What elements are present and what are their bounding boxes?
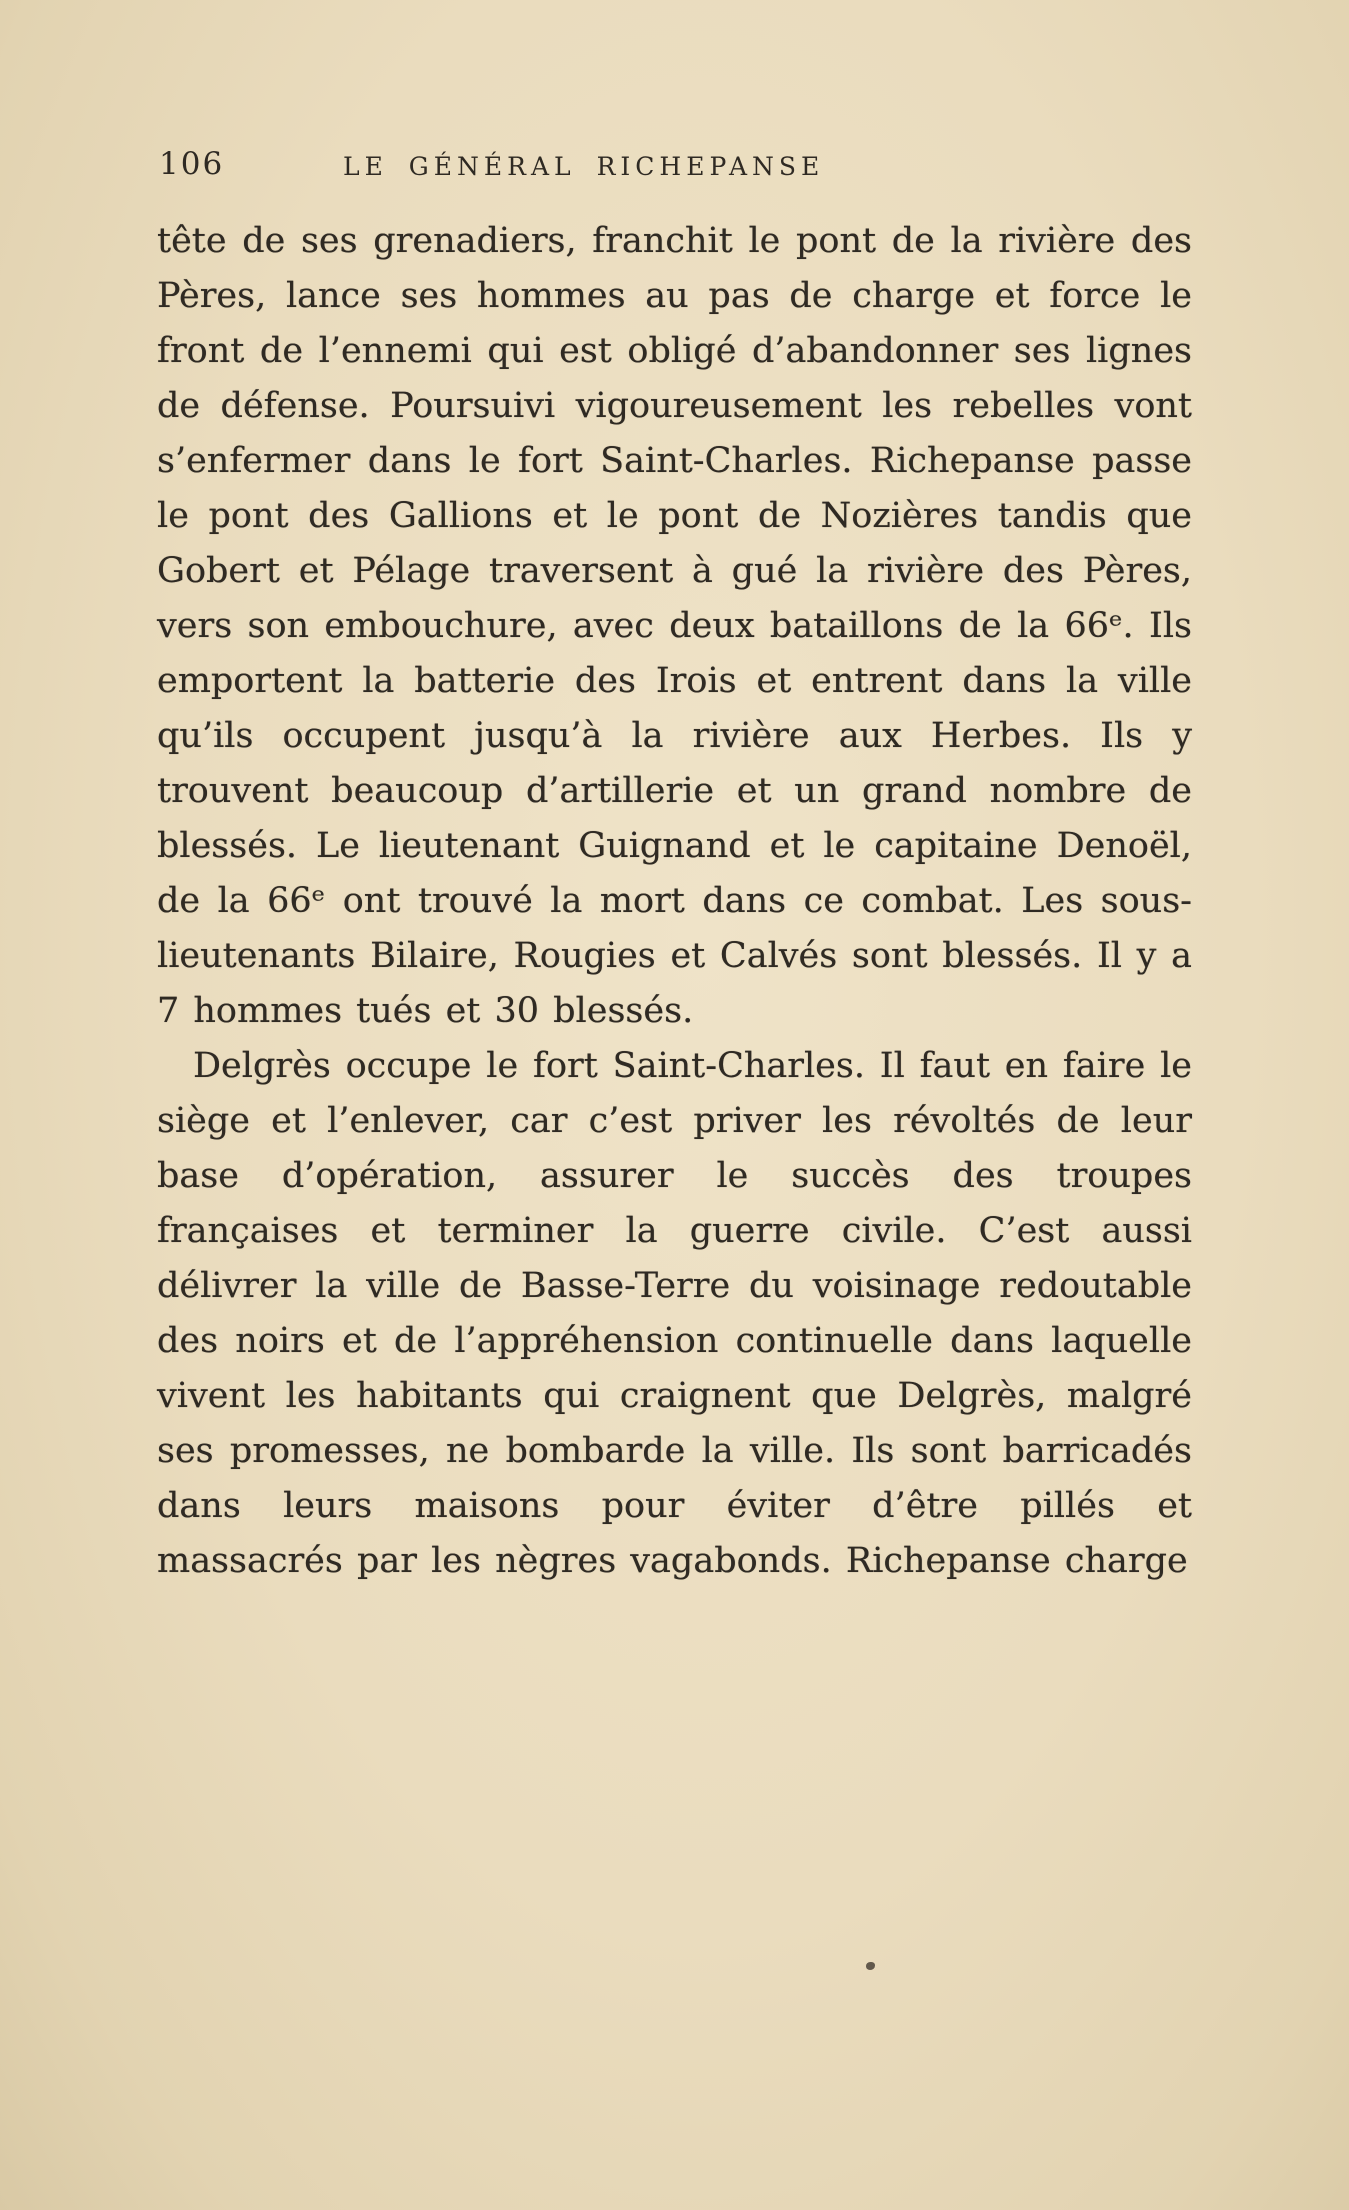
text-column: [157, 146, 1192, 1589]
page-body: [157, 214, 1192, 1589]
ink-speck: [866, 1962, 875, 1970]
body-paragraph: tête de ses grenadiers, franchit le pont de la rivière des Pères, lance ses hommes au pas de charge et force le front de l’ennemi qui est obligé d’abandonner ses lignes de défense. Poursuivi vigoureusement les rebelles vont s’enfermer dans le fort Saint-Charles. Richepanse passe le pont des Gallions et le pont de Nozières tandis que Gobert et Pélage traversent à gué la rivière des Pères, vers son embouchure, avec deux bataillons de la 66ᵉ. Ils emportent la batterie des Irois et entrent dans la ville qu’ils occupent jusqu’à la rivière aux Herbes. Ils y trouvent beaucoup d’artillerie et un grand nombre de blessés. Le lieutenant Guignand et le capitaine Denoël, de la 66ᵉ ont trouvé la mort dans ce combat. Les sous-lieutenants Bilaire, Rougies et Calvés sont blessés. Il y a 7 hommes tués et 30 blessés.: [157, 221, 1192, 1031]
page-number: 106: [159, 146, 225, 182]
page-header: [157, 146, 1192, 198]
body-paragraph: Delgrès occupe le fort Saint-Charles. Il faut en faire le siège et l’enlever, car c’est priver les révoltés de leur base d’opération, assurer le succès des troupes françaises et terminer la guerre civile. C’est aussi délivrer la ville de Basse-Terre du voisinage redoutable des noirs et de l’appréhension continuelle dans laquelle vivent les habitants qui craignent que Delgrès, malgré ses promesses, ne bombarde la ville. Ils sont barricadés dans leurs maisons pour éviter d’être pillés et massacrés par les nègres vagabonds. Richepanse charge: [157, 1046, 1192, 1581]
running-title: LE GÉNÉRAL RICHEPANSE: [343, 152, 825, 181]
